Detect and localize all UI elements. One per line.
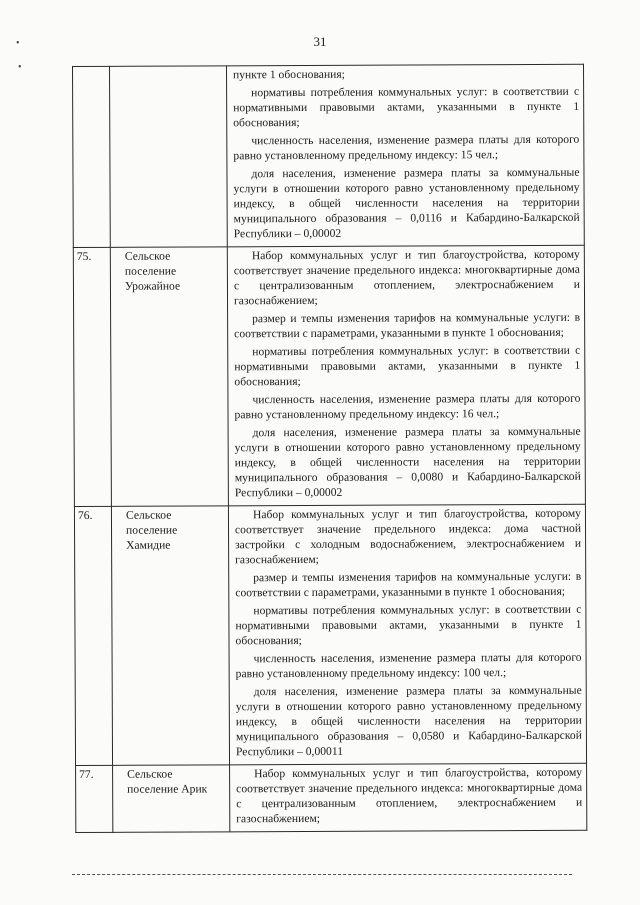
description-paragraph: размер и темпы изменения тарифов на коммунальные услуги: в соответствии с параметрами, указанными в пункте 1 обоснования; <box>234 310 581 341</box>
page-number: 31 <box>313 34 327 49</box>
index-description <box>228 504 586 765</box>
table-row <box>74 504 586 765</box>
description-paragraph: нормативы потребления коммунальных услуг: в соответствии с нормативными правовыми актами, указанными в пункте 1 обоснования; <box>235 602 582 648</box>
settlement-name-line: Урожайное <box>124 279 181 293</box>
settlement-name <box>111 506 229 766</box>
indices-table <box>72 64 587 833</box>
description-paragraph: доля населения, изменение размера платы за коммунальные услуги в отношении которого равно установленному предельному индексу, в общей численности населения на территории муниципального образования – 0,0580 и Кабардино-Балкарской Республики – 0,00011 <box>235 683 582 759</box>
description-paragraph: численность населения, изменение размера платы для которого равно установленному предельному индексу: 15 чел.; <box>233 132 580 163</box>
description-paragraph: численность населения, изменение размера платы для которого равно установленному предельному индексу: 16 чел.; <box>234 391 581 422</box>
settlement-name-line: Сельское <box>127 767 173 781</box>
description-paragraph: нормативы потребления коммунальных услуг: в соответствии с нормативными правовыми актами, указанными в пункте 1 обоснования; <box>234 343 581 389</box>
description-paragraph: Набор коммунальных услуг и тип благоустройства, которому соответствует значение предельного индекса: многоквартирные дома с централизованным отоплением, электроснабжением и газоснабжением; <box>236 765 583 826</box>
settlement-name-line: поселение <box>124 264 177 278</box>
index-description <box>230 763 587 832</box>
table-row <box>76 763 587 832</box>
description-paragraph: Набор коммунальных услуг и тип благоустройства, которому соответствует значение предельного индекса: многоквартирные дома с централизованным отоплением, электроснабжением и газоснабжением; <box>233 247 580 308</box>
description-paragraph: Набор коммунальных услуг и тип благоустройства, которому соответствует значение предельного индекса: дома частной застройки с холодным водоснабжением, электроснабжением и газоснабжением; <box>234 506 582 567</box>
description-paragraph: нормативы потребления коммунальных услуг: в соответствии с нормативными правовыми актами, указанными в пункте 1 обоснования; <box>233 84 580 130</box>
settlement-name <box>110 66 228 248</box>
settlement-name-line: поселение Арик <box>127 782 208 796</box>
description-paragraph: размер и темпы изменения тарифов на коммунальные услуги: в соответствии с параметрами, указанными в пункте 1 обоснования; <box>235 569 582 600</box>
description-paragraph: доля населения, изменение размера платы за коммунальные услуги в отношении которого равно установленному предельному индексу, в общей численности населения на территории муниципального образования – 0,0116 и Кабардино-Балкарской Республики – 0,00002 <box>233 165 580 241</box>
margin-mark-top: • <box>16 38 20 49</box>
settlement-name-line: поселение <box>125 523 178 537</box>
margin-mark-bottom: • <box>18 62 22 73</box>
row-number: 75. <box>73 247 111 506</box>
settlement-name-line: Сельское <box>125 508 172 522</box>
index-description <box>227 245 585 506</box>
indices-table-body <box>73 64 587 832</box>
table-row <box>73 245 585 506</box>
description-paragraph: пункте 1 обоснования; <box>233 67 345 82</box>
description-paragraph: численность населения, изменение размера платы для которого равно установленному предельному индексу: 100 чел.; <box>235 650 582 681</box>
row-number: 77. <box>76 765 113 832</box>
settlement-name-line: Сельское <box>124 249 171 263</box>
page-bottom-rule <box>72 874 572 875</box>
row-number: 76. <box>74 506 112 765</box>
row-number <box>73 66 111 247</box>
table-row <box>73 64 585 247</box>
settlement-name <box>110 247 228 507</box>
settlement-name-line: Хамидие <box>126 538 171 552</box>
index-description <box>227 64 585 247</box>
description-paragraph: доля населения, изменение размера платы за коммунальные услуги в отношении которого равно установленному предельному индексу, в общей численности населения на территории муниципального образования – 0,0080 и Кабардино-Балкарской Республики – 0,00002 <box>234 424 581 500</box>
settlement-name <box>113 765 230 833</box>
